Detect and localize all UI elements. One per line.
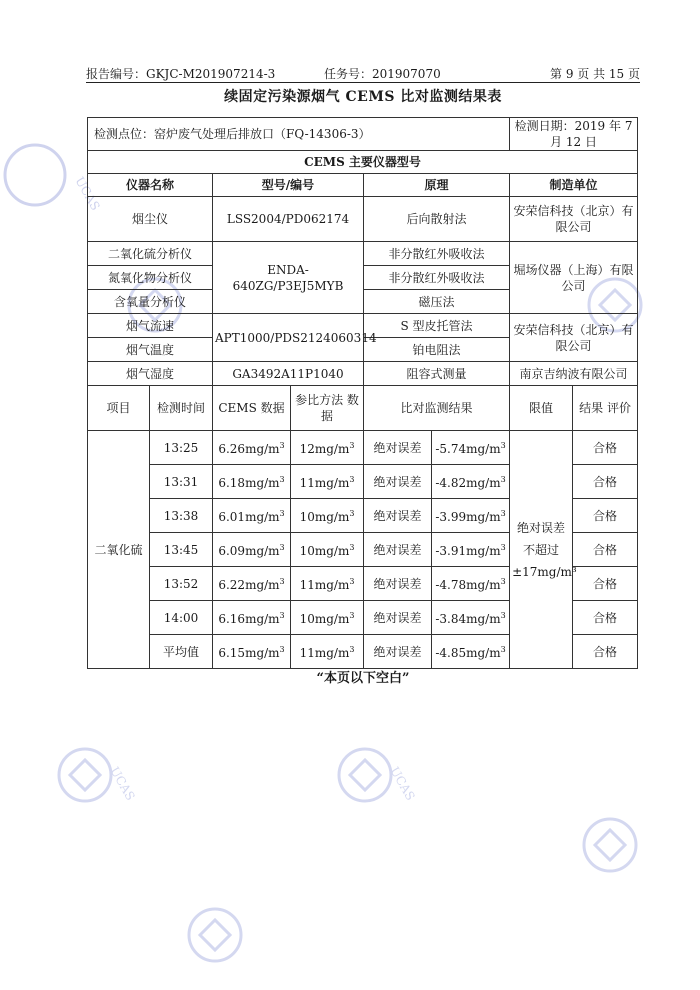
ref-value: $12mg/m^3$ (291, 431, 364, 465)
header-instrument-name: 仪器名称 (88, 174, 213, 197)
header-principle: 原理 (364, 174, 510, 197)
ucas-watermark (310, 720, 420, 830)
ucas-watermark (30, 720, 140, 830)
time-cell: 13:25 (150, 431, 213, 465)
instrument-name: 氮氧化物分析仪 (88, 266, 213, 290)
eval-result: 合格 (573, 465, 638, 499)
error-value: $-4.85mg/m^3$ (432, 635, 510, 669)
instrument-name: 烟气湿度 (88, 362, 213, 386)
header-maker: 制造单位 (510, 174, 638, 197)
instrument-name: 烟气温度 (88, 338, 213, 362)
ref-value: $11mg/m^3$ (291, 635, 364, 669)
cems-value: $6.09mg/m^3$ (213, 533, 291, 567)
report-number: 报告编号：GKJC-M201907214-3 (86, 67, 276, 81)
time-cell: 14:00 (150, 601, 213, 635)
cems-value: $6.16mg/m^3$ (213, 601, 291, 635)
header-cems: CEMS 数据 (213, 386, 291, 431)
header-item: 项目 (88, 386, 150, 431)
page-info: 第 9 页 共 15 页 (550, 67, 640, 81)
limit-value: 绝对误差 不超过 ±17mg/m³ (510, 431, 573, 669)
instrument-principle: 非分散红外吸收法 (364, 242, 510, 266)
time-cell: 13:31 (150, 465, 213, 499)
pollutant-name: 二氧化硫 (88, 431, 150, 669)
error-type: 绝对误差 (364, 635, 432, 669)
page-title: 续固定污染源烟气 CEMS 比对监测结果表 (224, 89, 502, 105)
instrument-maker: 南京吉纳波有限公司 (510, 362, 638, 386)
instrument-principle: 非分散红外吸收法 (364, 266, 510, 290)
time-cell: 平均值 (150, 635, 213, 669)
instrument-maker: 堀场仪器（上海）有限公司 (510, 242, 638, 314)
error-type: 绝对误差 (364, 601, 432, 635)
eval-result: 合格 (573, 567, 638, 601)
eval-result: 合格 (573, 635, 638, 669)
cems-value: $6.22mg/m^3$ (213, 567, 291, 601)
instrument-model: LSS2004/PD062174 (213, 197, 364, 242)
instrument-principle: S 型皮托管法 (364, 314, 510, 338)
header-ref: 参比方法 数据 (291, 386, 364, 431)
instrument-principle: 铂电阻法 (364, 338, 510, 362)
error-value: $-4.82mg/m^3$ (432, 465, 510, 499)
instrument-maker: 安荣信科技（北京）有限公司 (510, 197, 638, 242)
header-eval: 结果 评价 (573, 386, 638, 431)
instrument-principle: 阻容式测量 (364, 362, 510, 386)
eval-result: 合格 (573, 601, 638, 635)
eval-result: 合格 (573, 431, 638, 465)
instrument-principle: 磁压法 (364, 290, 510, 314)
instrument-name: 烟气流速 (88, 314, 213, 338)
table-row (88, 431, 638, 465)
time-cell: 13:38 (150, 499, 213, 533)
ref-value: $10mg/m^3$ (291, 499, 364, 533)
error-value: $-4.78mg/m^3$ (432, 567, 510, 601)
instrument-name: 烟尘仪 (88, 197, 213, 242)
error-type: 绝对误差 (364, 533, 432, 567)
ucas-watermark (555, 790, 665, 900)
ref-value: $10mg/m^3$ (291, 601, 364, 635)
cems-value: $6.18mg/m^3$ (213, 465, 291, 499)
instrument-model: GA3492A11P1040 (213, 362, 364, 386)
error-value: $-3.99mg/m^3$ (432, 499, 510, 533)
header-compare: 比对监测结果 (364, 386, 510, 431)
time-cell: 13:52 (150, 567, 213, 601)
instrument-maker: 安荣信科技（北京）有限公司 (510, 314, 638, 362)
svg-text:UCAS: UCAS (387, 764, 418, 803)
cems-value: $6.15mg/m^3$ (213, 635, 291, 669)
instrument-name: 二氧化硫分析仪 (88, 242, 213, 266)
instrument-model: APT1000/PDS2124060314 (213, 314, 364, 362)
instrument-principle: 后向散射法 (364, 197, 510, 242)
ref-value: $10mg/m^3$ (291, 533, 364, 567)
error-type: 绝对误差 (364, 567, 432, 601)
error-value: $-3.84mg/m^3$ (432, 601, 510, 635)
instrument-section-title: CEMS 主要仪器型号 (88, 151, 638, 174)
page-header (86, 64, 640, 83)
ref-value: $11mg/m^3$ (291, 567, 364, 601)
error-value: $-5.74mg/m^3$ (432, 431, 510, 465)
svg-text:UCAS: UCAS (107, 764, 138, 803)
svg-text:UCAS: UCAS (72, 174, 103, 213)
error-type: 绝对误差 (364, 465, 432, 499)
ref-value: $11mg/m^3$ (291, 465, 364, 499)
cems-value: $6.26mg/m^3$ (213, 431, 291, 465)
header-time: 检测时间 (150, 386, 213, 431)
error-type: 绝对误差 (364, 499, 432, 533)
task-number: 任务号：201907070 (324, 67, 441, 81)
ucas-watermark (0, 120, 103, 230)
instrument-name: 含氧量分析仪 (88, 290, 213, 314)
header-limit: 限值 (510, 386, 573, 431)
cems-comparison-table (87, 117, 638, 669)
eval-result: 合格 (573, 499, 638, 533)
monitoring-point: 检测点位：窑炉废气处理后排放口（FQ-14306-3） (88, 118, 510, 151)
eval-result: 合格 (573, 533, 638, 567)
time-cell: 13:45 (150, 533, 213, 567)
ucas-watermark (160, 880, 270, 990)
error-type: 绝对误差 (364, 431, 432, 465)
blank-page-note: “本页以下空白” (316, 671, 410, 686)
error-value: $-3.91mg/m^3$ (432, 533, 510, 567)
header-model: 型号/编号 (213, 174, 364, 197)
instrument-model: ENDA-640ZG/P3EJ5MYB (213, 242, 364, 314)
monitoring-date: 检测日期：2019 年 7 月 12 日 (510, 118, 638, 151)
cems-value: $6.01mg/m^3$ (213, 499, 291, 533)
